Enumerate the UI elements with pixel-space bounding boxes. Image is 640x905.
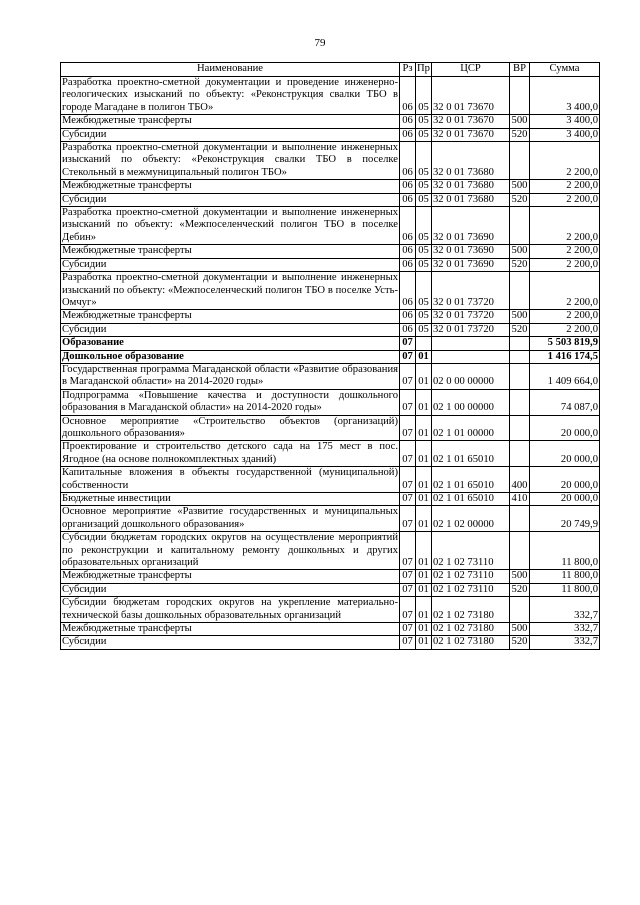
cell-rz: 07	[400, 350, 416, 363]
cell-rz: 06	[400, 310, 416, 323]
cell-csr: 02 1 02 73180	[432, 636, 510, 649]
cell-sum: 20 000,0	[530, 493, 600, 506]
cell-vr: 400	[510, 467, 530, 493]
cell-name: Разработка проектно-сметной документации и проведение инженерно-геологических изысканий по объекту: «Реконструкция свалки ТБО в городе Магадане в полигон ТБО»	[62, 77, 398, 113]
cell-csr: 32 0 01 73690	[432, 207, 510, 245]
cell-vr: 520	[510, 193, 530, 206]
cell-vr: 500	[510, 245, 530, 258]
cell-vr	[510, 207, 530, 245]
cell-rz: 06	[400, 193, 416, 206]
cell-sum: 2 200,0	[530, 142, 600, 180]
cell-pr: 05	[416, 258, 432, 271]
cell-vr	[510, 441, 530, 467]
table-row	[61, 583, 600, 596]
table-row	[61, 142, 600, 180]
cell-sum: 1 409 664,0	[530, 363, 600, 389]
cell-sum: 3 400,0	[530, 115, 600, 128]
cell-name: Разработка проектно-сметной документации и выполнение инженерных изысканий по объекту: «Межпоселенческий полигон ТБО в поселке Усть-Омчуг»	[62, 272, 398, 308]
cell-rz: 07	[400, 389, 416, 415]
cell-pr: 05	[416, 142, 432, 180]
cell-csr: 02 1 02 73110	[432, 532, 510, 570]
cell-name: Межбюджетные трансферты	[61, 245, 400, 258]
cell-name: Субсидии	[61, 193, 400, 206]
cell-name: Межбюджетные трансферты	[61, 115, 400, 128]
table-row	[61, 128, 600, 141]
cell-name: Субсидии бюджетам городских округов на укрепление материально-технической базы дошкольных образовательных организаций	[62, 597, 398, 621]
cell-csr: 02 1 01 65010	[432, 467, 510, 493]
cell-vr: 520	[510, 128, 530, 141]
cell-name: Подпрограмма «Повышение качества и доступности дошкольного образования в Магаданской области» на 2014-2020 годы»	[62, 389, 398, 414]
cell-pr: 01	[416, 415, 432, 441]
cell-csr: 02 1 02 73180	[432, 623, 510, 636]
cell-vr: 520	[510, 323, 530, 336]
cell-sum: 3 400,0	[530, 77, 600, 115]
cell-pr: 01	[416, 389, 432, 415]
cell-csr: 32 0 01 73720	[432, 323, 510, 336]
cell-rz: 07	[400, 636, 416, 649]
cell-name: Государственная программа Магаданской области «Развитие образования в Магаданской области» на 2014-2020 годы»	[62, 363, 398, 388]
cell-sum: 5 503 819,9	[530, 337, 600, 350]
header-csr: ЦСР	[432, 63, 510, 77]
cell-pr: 01	[416, 493, 432, 506]
cell-pr: 01	[416, 363, 432, 389]
cell-vr	[510, 350, 530, 363]
cell-csr: 02 1 02 73180	[432, 597, 510, 623]
cell-name: Субсидии	[61, 258, 400, 271]
cell-sum: 74 087,0	[530, 389, 600, 415]
table-header	[61, 63, 600, 77]
cell-pr: 01	[416, 636, 432, 649]
cell-sum: 2 200,0	[530, 310, 600, 323]
cell-sum: 2 200,0	[530, 207, 600, 245]
cell-csr	[432, 337, 510, 350]
cell-sum: 11 800,0	[530, 570, 600, 583]
cell-name: Субсидии	[61, 323, 400, 336]
cell-rz: 07	[400, 467, 416, 493]
cell-rz: 06	[400, 245, 416, 258]
cell-vr	[510, 77, 530, 115]
cell-pr: 01	[416, 467, 432, 493]
cell-name: Субсидии	[61, 128, 400, 141]
cell-vr: 500	[510, 310, 530, 323]
cell-csr: 02 1 02 73110	[432, 583, 510, 596]
cell-vr	[510, 272, 530, 310]
cell-vr	[510, 337, 530, 350]
cell-vr	[510, 597, 530, 623]
cell-pr: 05	[416, 193, 432, 206]
table-body	[61, 77, 600, 650]
cell-sum: 11 800,0	[530, 532, 600, 570]
cell-pr: 01	[416, 623, 432, 636]
cell-vr	[510, 389, 530, 415]
table-row	[61, 636, 600, 649]
cell-csr: 02 0 00 00000	[432, 363, 510, 389]
table-row	[61, 493, 600, 506]
cell-name: Субсидии	[61, 636, 400, 649]
cell-vr: 500	[510, 180, 530, 193]
cell-sum: 20 749,9	[530, 506, 600, 532]
table-row	[61, 532, 600, 570]
cell-name: Разработка проектно-сметной документации и выполнение инженерных изысканий по объекту: «Межпоселенческий полигон ТБО в поселке Дебин»	[62, 207, 398, 243]
cell-sum: 2 200,0	[530, 245, 600, 258]
cell-pr: 05	[416, 310, 432, 323]
table-row	[61, 193, 600, 206]
cell-csr	[432, 350, 510, 363]
cell-rz: 07	[400, 532, 416, 570]
cell-pr: 05	[416, 77, 432, 115]
cell-csr: 02 1 01 65010	[432, 493, 510, 506]
cell-sum: 2 200,0	[530, 193, 600, 206]
table-row	[61, 570, 600, 583]
cell-rz: 07	[400, 363, 416, 389]
cell-rz: 06	[400, 272, 416, 310]
cell-name: Разработка проектно-сметной документации и выполнение инженерных изысканий по объекту: «Реконструкция свалки ТБО в поселке Стекольный в межмуниципальный полигон ТБО»	[62, 142, 398, 178]
cell-vr: 410	[510, 493, 530, 506]
cell-rz: 06	[400, 115, 416, 128]
cell-vr: 520	[510, 258, 530, 271]
cell-rz: 07	[400, 506, 416, 532]
cell-vr: 500	[510, 623, 530, 636]
table-row	[61, 323, 600, 336]
cell-pr: 05	[416, 180, 432, 193]
cell-pr: 01	[416, 583, 432, 596]
cell-csr: 32 0 01 73680	[432, 193, 510, 206]
cell-vr	[510, 532, 530, 570]
cell-rz: 06	[400, 180, 416, 193]
table-row	[61, 207, 600, 245]
cell-rz: 07	[400, 623, 416, 636]
cell-name: Субсидии бюджетам городских округов на осуществление мероприятий по реконструкции и капитальному ремонту дошкольных и других образовательных организаций	[62, 532, 398, 569]
header-vr: ВР	[510, 63, 530, 77]
cell-rz: 06	[400, 207, 416, 245]
cell-vr	[510, 142, 530, 180]
cell-csr: 32 0 01 73680	[432, 142, 510, 180]
cell-sum: 11 800,0	[530, 583, 600, 596]
cell-name: Проектирование и строительство детского сада на 175 мест в пос. Ягодное (на основе полнокомплектных зданий)	[62, 441, 398, 465]
table-row	[61, 77, 600, 115]
table-row	[61, 310, 600, 323]
cell-name: Межбюджетные трансферты	[61, 180, 400, 193]
cell-pr: 05	[416, 272, 432, 310]
cell-csr: 32 0 01 73690	[432, 258, 510, 271]
cell-csr: 32 0 01 73720	[432, 310, 510, 323]
cell-csr: 32 0 01 73690	[432, 245, 510, 258]
cell-sum: 332,7	[530, 636, 600, 649]
cell-rz: 06	[400, 77, 416, 115]
table-row	[61, 245, 600, 258]
cell-pr: 01	[416, 441, 432, 467]
cell-name: Бюджетные инвестиции	[61, 493, 400, 506]
cell-name: Межбюджетные трансферты	[61, 570, 400, 583]
table-row	[61, 337, 600, 350]
cell-sum: 332,7	[530, 597, 600, 623]
table-row	[61, 258, 600, 271]
cell-pr: 05	[416, 128, 432, 141]
cell-rz: 07	[400, 570, 416, 583]
cell-name: Межбюджетные трансферты	[61, 310, 400, 323]
cell-sum: 2 200,0	[530, 272, 600, 310]
cell-vr: 520	[510, 636, 530, 649]
table-row	[61, 441, 600, 467]
cell-vr	[510, 363, 530, 389]
cell-rz: 07	[400, 597, 416, 623]
cell-csr: 32 0 01 73720	[432, 272, 510, 310]
cell-name: Субсидии	[61, 583, 400, 596]
cell-name: Дошкольное образование	[61, 350, 400, 363]
header-name: Наименование	[61, 63, 400, 77]
table-row	[61, 597, 600, 623]
cell-pr: 01	[416, 532, 432, 570]
cell-pr: 01	[416, 597, 432, 623]
cell-csr: 02 1 02 73110	[432, 570, 510, 583]
cell-vr	[510, 506, 530, 532]
cell-pr: 05	[416, 207, 432, 245]
cell-rz: 07	[400, 583, 416, 596]
cell-csr: 32 0 01 73670	[432, 77, 510, 115]
cell-sum: 20 000,0	[530, 467, 600, 493]
header-sum: Сумма	[530, 63, 600, 77]
cell-rz: 06	[400, 258, 416, 271]
table-row	[61, 115, 600, 128]
page-number: 79	[314, 37, 326, 49]
cell-name: Межбюджетные трансферты	[61, 623, 400, 636]
table-row	[61, 272, 600, 310]
cell-rz: 07	[400, 441, 416, 467]
cell-name: Основное мероприятие «Строительство объектов (организаций) дошкольного образования»	[62, 415, 398, 439]
header-pr: Пр	[416, 63, 432, 77]
cell-sum: 3 400,0	[530, 128, 600, 141]
table-row	[61, 180, 600, 193]
cell-vr: 500	[510, 115, 530, 128]
cell-sum: 2 200,0	[530, 180, 600, 193]
table-row	[61, 415, 600, 441]
cell-pr: 05	[416, 245, 432, 258]
cell-vr	[510, 415, 530, 441]
budget-table	[60, 62, 600, 650]
cell-sum: 20 000,0	[530, 441, 600, 467]
cell-name: Основное мероприятие «Развитие государственных и муниципальных организаций дошкольного образования»	[62, 506, 398, 530]
cell-csr: 02 1 01 65010	[432, 441, 510, 467]
cell-sum: 1 416 174,5	[530, 350, 600, 363]
cell-name: Капитальные вложения в объекты государственной (муниципальной) собственности	[62, 467, 398, 491]
cell-csr: 32 0 01 73680	[432, 180, 510, 193]
cell-pr: 05	[416, 323, 432, 336]
cell-csr: 02 1 01 00000	[432, 415, 510, 441]
cell-sum: 20 000,0	[530, 415, 600, 441]
cell-pr: 01	[416, 570, 432, 583]
cell-sum: 2 200,0	[530, 323, 600, 336]
table-row	[61, 506, 600, 532]
table-row	[61, 363, 600, 389]
header-rz: Рз	[400, 63, 416, 77]
cell-rz: 06	[400, 128, 416, 141]
cell-rz: 07	[400, 337, 416, 350]
cell-vr: 520	[510, 583, 530, 596]
cell-pr: 05	[416, 115, 432, 128]
cell-csr: 32 0 01 73670	[432, 115, 510, 128]
table-row	[61, 389, 600, 415]
cell-rz: 06	[400, 142, 416, 180]
table-row	[61, 467, 600, 493]
cell-sum: 2 200,0	[530, 258, 600, 271]
cell-pr: 01	[416, 350, 432, 363]
cell-pr: 01	[416, 506, 432, 532]
cell-vr: 500	[510, 570, 530, 583]
table-row	[61, 350, 600, 363]
cell-rz: 06	[400, 323, 416, 336]
cell-csr: 32 0 01 73670	[432, 128, 510, 141]
cell-name: Образование	[61, 337, 400, 350]
cell-csr: 02 1 00 00000	[432, 389, 510, 415]
cell-sum: 332,7	[530, 623, 600, 636]
cell-rz: 07	[400, 493, 416, 506]
table-row	[61, 623, 600, 636]
cell-rz: 07	[400, 415, 416, 441]
cell-csr: 02 1 02 00000	[432, 506, 510, 532]
cell-pr	[416, 337, 432, 350]
